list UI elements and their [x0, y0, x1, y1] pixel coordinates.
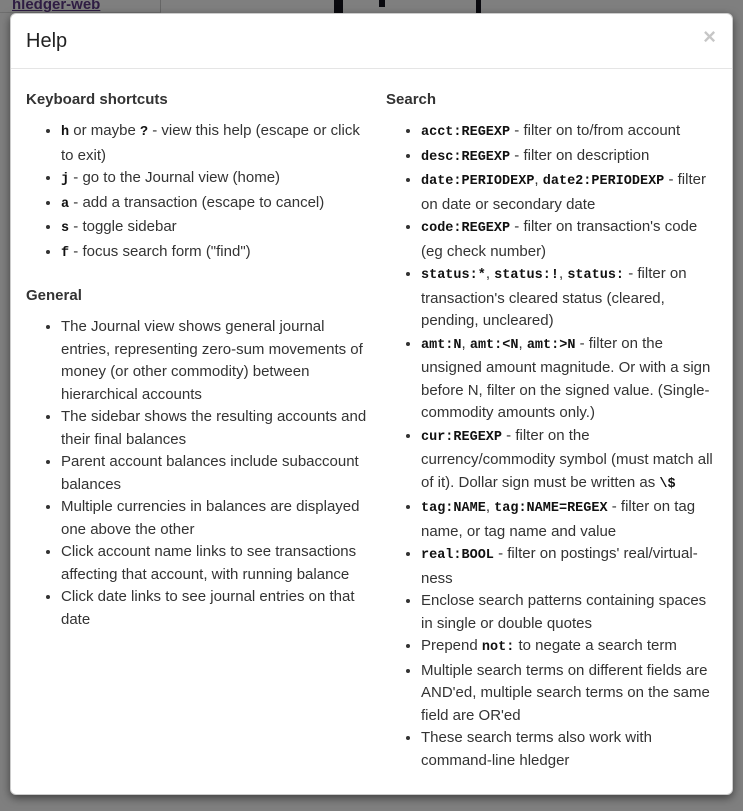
- help-item: • f - focus search form ("find"): [61, 241, 371, 266]
- help-item: • status:*, status:!, status: - filter on transaction's cleared status (cleared, pending, uncleared): [421, 263, 719, 333]
- modal-title: Help: [26, 30, 68, 52]
- help-item: • The Journal view shows general journal entries, representing zero-sum movements of money (or other commodity) between hierarchical accounts: [61, 316, 371, 406]
- section-heading: Search: [386, 91, 437, 108]
- code-term: h: [61, 125, 70, 140]
- modal-body: [11, 69, 732, 792]
- code-term: code:REGEXP: [421, 221, 511, 236]
- section-heading: General: [26, 287, 82, 304]
- help-item: • Multiple currencies in balances are displayed one above the other: [61, 496, 371, 541]
- help-item: • The sidebar shows the resulting accounts and their final balances: [61, 406, 371, 451]
- code-term: \$: [659, 476, 676, 492]
- help-list: [386, 120, 719, 772]
- help-column-right: [386, 89, 719, 772]
- help-item: • h or maybe ? - view this help (escape or click to exit): [61, 120, 371, 167]
- code-term: date:PERIODEXP: [421, 174, 535, 189]
- help-column-left: [26, 89, 371, 772]
- help-list: [26, 316, 371, 631]
- help-item: • date:PERIODEXP, date2:PERIODEXP - filter on date or secondary date: [421, 169, 719, 216]
- help-item: • Enclose search patterns containing spaces in single or double quotes: [421, 590, 719, 635]
- code-term: s: [61, 221, 70, 236]
- code-term: tag:NAME=REGEX: [494, 501, 608, 516]
- help-item: • a - add a transaction (escape to cancel): [61, 192, 371, 217]
- code-term: amt:N: [421, 337, 462, 353]
- help-item: • Parent account balances include subaccount balances: [61, 451, 371, 496]
- help-item: • cur:REGEXP - filter on the currency/commodity symbol (must match all of it). Dollar sign must be written as \$: [421, 425, 719, 497]
- code-term: tag:NAME: [421, 501, 486, 516]
- code-term: status:*: [421, 268, 486, 283]
- help-item: • acct:REGEXP - filter on to/from account: [421, 120, 719, 145]
- code-term: desc:REGEXP: [421, 149, 511, 165]
- code-term: a: [61, 196, 70, 212]
- code-term: acct:REGEXP: [421, 125, 511, 140]
- section-heading: Keyboard shortcuts: [26, 91, 168, 108]
- code-term: real:BOOL: [421, 548, 494, 563]
- help-item: • Click account name links to see transactions affecting that account, with running balance: [61, 541, 371, 586]
- code-term: ?: [139, 125, 149, 140]
- help-item: • amt:N, amt:<N, amt:>N - filter on the unsigned amount magnitude. Or with a sign before N, filter on the signed value. (Single-commodity amounts only.): [421, 333, 719, 425]
- code-term: amt:>N: [526, 337, 576, 353]
- code-term: status:!: [494, 268, 559, 283]
- help-item: • Prepend not: to negate a search term: [421, 635, 719, 660]
- help-item: • desc:REGEXP - filter on description: [421, 145, 719, 170]
- help-item: • These search terms also work with command-line hledger: [421, 727, 719, 772]
- code-term: date2:PERIODEXP: [542, 174, 665, 189]
- help-item: • code:REGEXP - filter on transaction's code (eg check number): [421, 216, 719, 263]
- code-term: amt:<N: [469, 337, 519, 353]
- code-term: status:: [567, 268, 625, 283]
- help-item: • tag:NAME, tag:NAME=REGEX - filter on tag name, or tag name and value: [421, 496, 719, 543]
- close-icon[interactable]: ×: [703, 24, 716, 49]
- help-item: • Multiple search terms on different fields are AND'ed, multiple search terms on the same field are OR'ed: [421, 660, 719, 728]
- help-list: [26, 120, 371, 265]
- code-term: cur:REGEXP: [421, 429, 503, 445]
- code-term: not:: [481, 640, 515, 655]
- code-term: j: [61, 172, 70, 187]
- help-modal: [10, 13, 733, 795]
- help-item: • s - toggle sidebar: [61, 216, 371, 241]
- modal-header: [11, 14, 732, 69]
- code-term: f: [61, 245, 70, 261]
- help-item: • real:BOOL - filter on postings' real/virtual-ness: [421, 543, 719, 590]
- help-item: • j - go to the Journal view (home): [61, 167, 371, 192]
- help-item: • Click date links to see journal entries on that date: [61, 586, 371, 631]
